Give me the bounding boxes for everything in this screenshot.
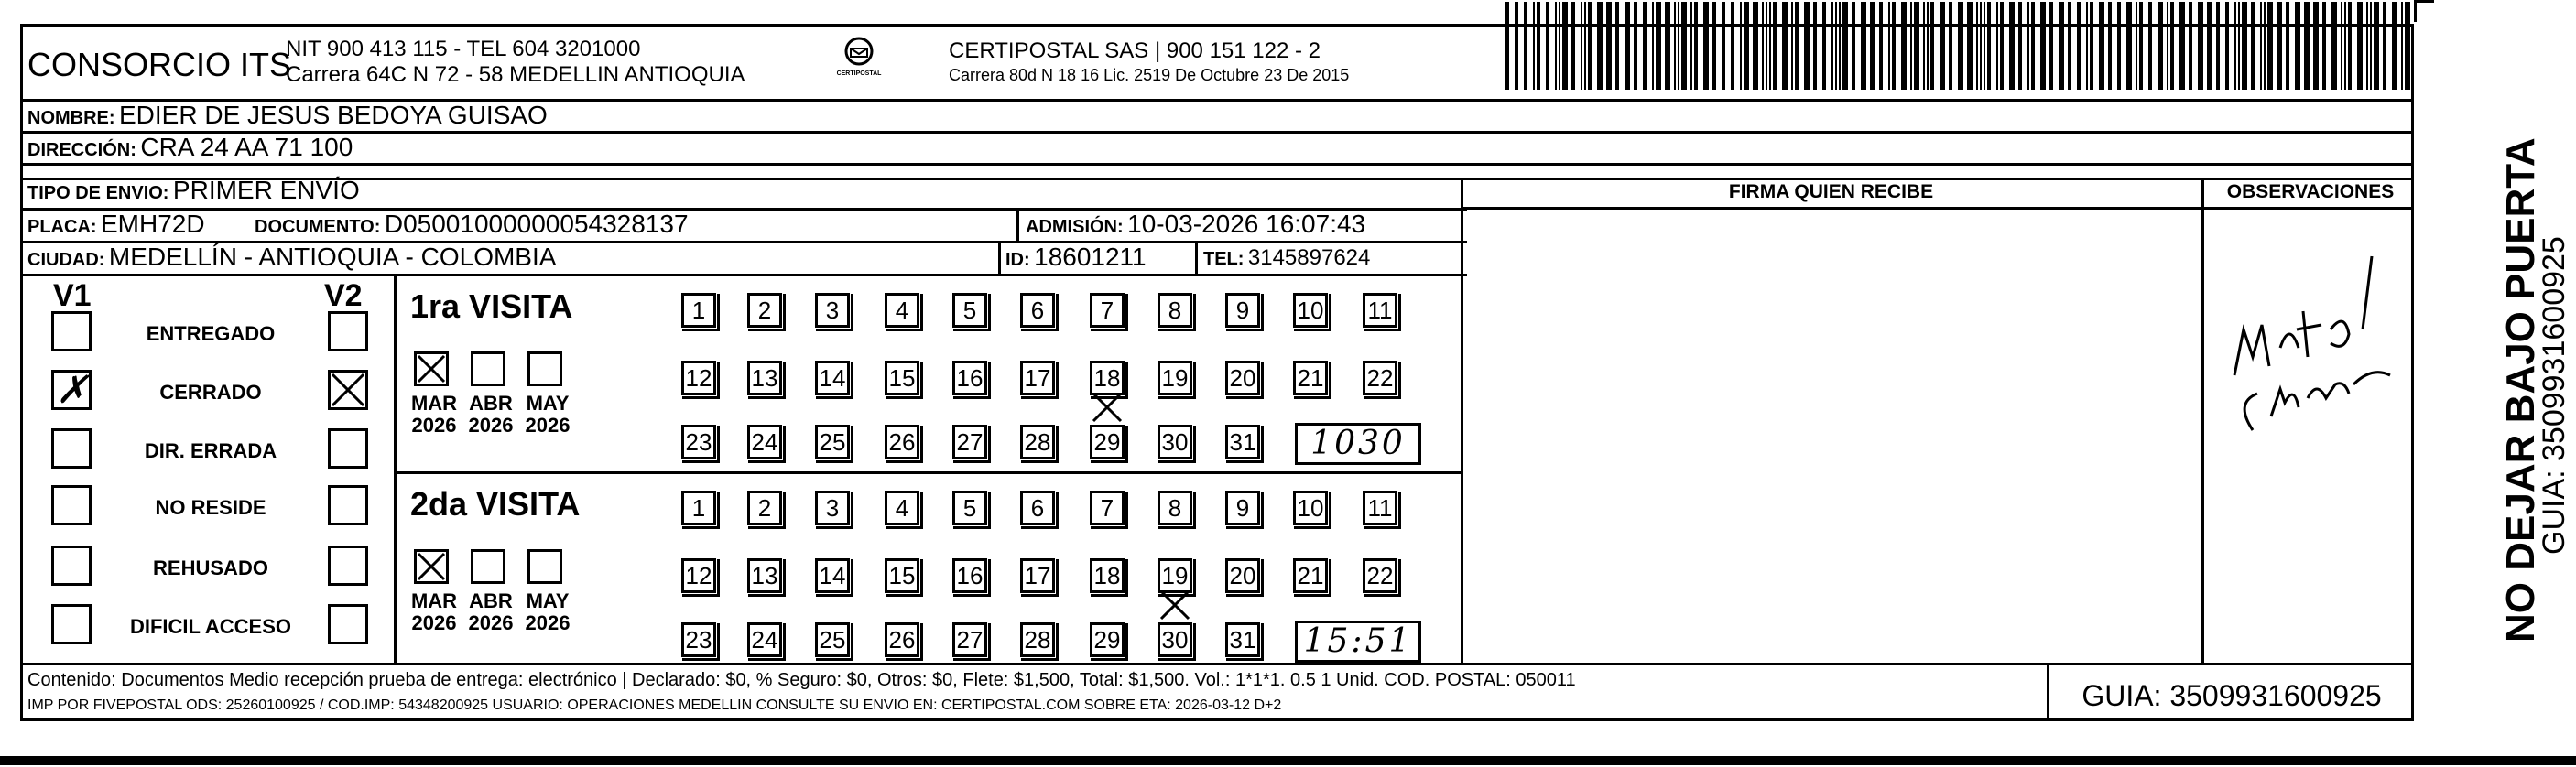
day-box[interactable]: [1020, 558, 1055, 593]
month-checkbox[interactable]: [527, 549, 562, 584]
tel-label: TEL:: [1203, 249, 1245, 269]
field-tel: [1203, 245, 1370, 271]
day-number: 16: [956, 562, 984, 589]
status-option-label: DIFICIL ACCESO: [129, 615, 291, 638]
day-number: 20: [1229, 364, 1256, 392]
day-number: 22: [1366, 562, 1394, 589]
year-label: 2026: [411, 414, 457, 437]
day-number: 9: [1235, 494, 1250, 522]
nombre-value: EDIER DE JESUS BEDOYA GUISAO: [119, 101, 548, 129]
ciudad-label: CIUDAD:: [27, 250, 105, 270]
day-number: 5: [962, 297, 977, 324]
day-box[interactable]: [885, 425, 919, 459]
day-number: 28: [1024, 626, 1051, 654]
col-divider: [2047, 663, 2049, 721]
month-check-mark: [417, 354, 446, 384]
day-box[interactable]: [1020, 361, 1055, 395]
day-number: 31: [1229, 428, 1256, 456]
day-number: 1: [691, 494, 706, 522]
status-option-label: ENTREGADO: [146, 322, 276, 345]
status-option-label: CERRADO: [159, 381, 262, 404]
day-number: 15: [888, 364, 916, 392]
day-number: 5: [962, 494, 977, 522]
day-box[interactable]: [1363, 558, 1397, 593]
day-number: 25: [819, 626, 846, 654]
day-box[interactable]: [1158, 491, 1192, 525]
day-box[interactable]: [952, 425, 987, 459]
day-box[interactable]: [1363, 361, 1397, 395]
day-number: 23: [685, 428, 712, 456]
day-box[interactable]: [815, 558, 850, 593]
placa-value: EMH72D: [101, 210, 205, 238]
day-box[interactable]: [1020, 622, 1055, 657]
day-box[interactable]: [952, 361, 987, 395]
col-divider: [998, 241, 1001, 274]
year-label: 2026: [468, 611, 514, 634]
month-label: ABR: [469, 392, 513, 415]
visit-time-handwritten: 1030: [1310, 425, 1406, 462]
year-label: 2026: [525, 611, 571, 634]
day-box[interactable]: [747, 361, 782, 395]
day-box[interactable]: [885, 491, 919, 525]
footer-guia: GUIA: 3509931600925: [2081, 679, 2382, 712]
year-label: 2026: [468, 414, 514, 437]
day-number: 12: [685, 562, 712, 589]
v1-header: V1: [53, 278, 92, 313]
day-box[interactable]: [1158, 558, 1192, 593]
nombre-label: NOMBRE:: [27, 108, 115, 128]
signature-area[interactable]: [1465, 212, 2200, 661]
day-box[interactable]: [815, 361, 850, 395]
day-box[interactable]: [885, 293, 919, 328]
month-check-mark: [417, 552, 446, 581]
day-box[interactable]: [1090, 293, 1125, 328]
day-box[interactable]: [952, 622, 987, 657]
day-box[interactable]: [1158, 622, 1192, 657]
day-box[interactable]: [1158, 361, 1192, 395]
firma-header: FIRMA QUIEN RECIBE: [1728, 181, 1934, 202]
day-number: 4: [895, 494, 909, 522]
footer-imp: IMP POR FIVEPOSTAL ODS: 25260100925 / COD.IMP: 54348200925 USUARIO: OPERACIONES MEDELLIN CONSULTE SU ENVIO EN: CERTIPOSTAL.COM SOBRE ETA: 2026-03-12 D+2: [27, 697, 1282, 713]
day-box[interactable]: [1293, 558, 1328, 593]
day-number: 27: [956, 428, 984, 456]
day-box[interactable]: [1225, 425, 1260, 459]
day-number: 29: [1093, 428, 1121, 456]
month-checkbox[interactable]: [471, 549, 505, 584]
day-number: 30: [1161, 428, 1189, 456]
admision-label: ADMISIÓN:: [1026, 217, 1124, 237]
day-box[interactable]: [747, 622, 782, 657]
day-box[interactable]: [952, 558, 987, 593]
day-box[interactable]: [1158, 425, 1192, 459]
visit-time-box[interactable]: [1295, 621, 1421, 663]
day-box[interactable]: [1293, 293, 1328, 328]
day-box[interactable]: [1090, 491, 1125, 525]
v2-checkbox[interactable]: [328, 370, 368, 410]
day-box[interactable]: [1090, 425, 1125, 459]
day-box[interactable]: [1225, 558, 1260, 593]
day-box[interactable]: [885, 361, 919, 395]
day-number: 30: [1161, 626, 1189, 654]
field-nombre: [27, 101, 548, 130]
ciudad-value: MEDELLÍN - ANTIOQUIA - COLOMBIA: [108, 243, 557, 271]
row-divider: [20, 274, 1467, 276]
day-box[interactable]: [1158, 293, 1192, 328]
day-number: 22: [1366, 364, 1394, 392]
v2-check-mark: [331, 373, 365, 407]
v2-checkbox[interactable]: [328, 428, 368, 469]
month-checkbox[interactable]: [414, 351, 449, 386]
day-number: 11: [1367, 494, 1393, 522]
day-number: 26: [888, 626, 916, 654]
status-option-label: DIR. ERRADA: [144, 439, 277, 462]
v1-check-mark: ✗: [56, 367, 89, 412]
day-number: 17: [1024, 364, 1051, 392]
month-label: MAR: [410, 392, 458, 415]
day-number: 6: [1030, 494, 1045, 522]
day-box[interactable]: [1225, 361, 1260, 395]
sender-address: Carrera 64C N 72 - 58 MEDELLIN ANTIOQUIA: [286, 62, 745, 87]
v2-checkbox[interactable]: [328, 546, 368, 586]
documento-label: DOCUMENTO:: [255, 217, 381, 237]
day-number: 24: [751, 428, 778, 456]
day-box[interactable]: [1020, 425, 1055, 459]
visit-title: 2da VISITA: [410, 485, 581, 523]
day-box[interactable]: [681, 622, 716, 657]
day-number: 20: [1229, 562, 1256, 589]
visit-time-box[interactable]: [1295, 423, 1421, 465]
footer-contenido: Contenido: Documentos Medio recepción prueba de entrega: electrónico | Declarado: $0, % Seguro: $0, Otros: $0, Flete: $1,500, Total: $1,500. Vol.: 1*1*1. 0.5 1 Unid. COD. POSTAL: 050011: [27, 670, 1576, 690]
v2-checkbox[interactable]: [328, 311, 368, 351]
day-box[interactable]: [681, 558, 716, 593]
day-number: 17: [1024, 562, 1051, 589]
day-box[interactable]: [1090, 622, 1125, 657]
month-label: MAY: [526, 392, 570, 415]
day-box[interactable]: [747, 491, 782, 525]
day-box[interactable]: [681, 425, 716, 459]
year-label: 2026: [411, 611, 457, 634]
admision-value: 10-03-2026 16:07:43: [1127, 210, 1366, 238]
day-box[interactable]: [1293, 361, 1328, 395]
day-number: 8: [1168, 297, 1182, 324]
day-number: 14: [819, 562, 846, 589]
sender-name: CONSORCIO ITS: [27, 46, 292, 83]
day-number: 11: [1367, 297, 1393, 324]
visit-divider: [394, 471, 1461, 474]
day-number: 26: [888, 428, 916, 456]
day-box[interactable]: [815, 491, 850, 525]
month-checkbox[interactable]: [471, 351, 505, 386]
day-box[interactable]: [681, 293, 716, 328]
side-guia: GUIA: 3509931600925: [2537, 236, 2571, 555]
observaciones-header: OBSERVACIONES: [2226, 181, 2395, 202]
day-box[interactable]: [815, 622, 850, 657]
tipo-envio-label: TIPO DE ENVIO:: [27, 183, 169, 203]
visit-title: 1ra VISITA: [410, 287, 573, 325]
tipo-envio-value: PRIMER ENVÍO: [172, 176, 360, 204]
day-box[interactable]: [747, 558, 782, 593]
v1-checkbox[interactable]: [51, 311, 92, 351]
header-box: [20, 24, 2414, 102]
documento-value: D05001000000054328137: [384, 210, 689, 238]
tel-value: 3145897624: [1247, 245, 1371, 270]
day-box[interactable]: [1020, 491, 1055, 525]
day-number: 14: [819, 364, 846, 392]
month-label: MAY: [526, 589, 570, 612]
v2-checkbox[interactable]: [328, 485, 368, 525]
day-box[interactable]: [1363, 293, 1397, 328]
day-number: 3: [825, 494, 840, 522]
visit-time-handwritten: 15:51: [1303, 622, 1413, 660]
day-box[interactable]: [815, 425, 850, 459]
day-number: 21: [1297, 562, 1324, 589]
day-number: 7: [1100, 297, 1114, 324]
v1-checkbox[interactable]: [51, 485, 92, 525]
status-option-label: NO RESIDE: [155, 496, 266, 519]
v1-checkbox[interactable]: [51, 546, 92, 586]
col-divider: [1195, 241, 1198, 274]
day-box[interactable]: [952, 491, 987, 525]
day-number: 7: [1100, 494, 1114, 522]
carrier-address: Carrera 80d N 18 16 Lic. 2519 De Octubre 23 De 2015: [949, 66, 1350, 84]
day-number: 6: [1030, 297, 1045, 324]
day-number: 15: [888, 562, 916, 589]
v1-checkbox[interactable]: [51, 428, 92, 469]
col-divider: [1016, 208, 1019, 241]
day-number: 13: [751, 364, 778, 392]
day-number: 16: [956, 364, 984, 392]
day-box[interactable]: [885, 558, 919, 593]
field-ciudad: [27, 243, 556, 272]
status-option-label: REHUSADO: [153, 556, 268, 579]
day-number: 2: [757, 297, 772, 324]
day-box[interactable]: [815, 293, 850, 328]
carrier-logo-caption: CERTIPOSTAL: [836, 70, 882, 77]
day-box[interactable]: [1363, 491, 1397, 525]
day-box[interactable]: [747, 293, 782, 328]
day-box[interactable]: [1225, 293, 1260, 328]
day-box[interactable]: [681, 361, 716, 395]
row-divider: [20, 178, 2414, 180]
col-divider: [1461, 178, 1463, 663]
id-label: ID:: [1005, 250, 1030, 270]
day-box[interactable]: [952, 293, 987, 328]
day-box[interactable]: [747, 425, 782, 459]
month-checkbox[interactable]: [527, 351, 562, 386]
day-box[interactable]: [681, 491, 716, 525]
side-instruction: NO DEJAR BAJO PUERTA: [2498, 137, 2543, 643]
day-box[interactable]: [1225, 622, 1260, 657]
day-number: 2: [757, 494, 772, 522]
field-id: [1005, 243, 1147, 272]
field-placa: [27, 210, 205, 239]
month-checkbox[interactable]: [414, 549, 449, 584]
direccion-label: DIRECCIÓN:: [27, 140, 136, 160]
day-number: 3: [825, 297, 840, 324]
day-number: 28: [1024, 428, 1051, 456]
day-number: 29: [1093, 626, 1121, 654]
v2-checkbox[interactable]: [328, 604, 368, 644]
row-divider: [20, 163, 2414, 166]
v1-checkbox[interactable]: [51, 367, 92, 412]
v1-checkbox[interactable]: [51, 604, 92, 644]
day-number: 18: [1093, 364, 1121, 392]
day-number: 1: [691, 297, 706, 324]
sender-nit-tel: NIT 900 413 115 - TEL 604 3201000: [286, 37, 641, 61]
day-number: 21: [1297, 364, 1324, 392]
day-number: 8: [1168, 494, 1182, 522]
day-number: 12: [685, 364, 712, 392]
day-box[interactable]: [1090, 361, 1125, 395]
crop-mark: [2414, 0, 2434, 3]
day-box[interactable]: [1225, 491, 1260, 525]
signature-header-divider: [1461, 207, 2414, 210]
day-number: 24: [751, 626, 778, 654]
page-bottom-rule: [0, 756, 2576, 765]
carrier-name-nit: CERTIPOSTAL SAS | 900 151 122 - 2: [949, 38, 1321, 63]
crop-mark: [2414, 0, 2417, 22]
day-box[interactable]: [1090, 558, 1125, 593]
observaciones-handwriting: [2216, 220, 2399, 448]
day-box[interactable]: [1020, 293, 1055, 328]
field-direccion: [27, 133, 353, 162]
year-label: 2026: [525, 414, 571, 437]
day-number: 10: [1297, 494, 1324, 522]
day-box[interactable]: [885, 622, 919, 657]
direccion-value: CRA 24 AA 71 100: [140, 133, 353, 161]
day-box[interactable]: [1293, 491, 1328, 525]
day-number: 19: [1161, 364, 1189, 392]
day-number: 23: [685, 626, 712, 654]
month-label: MAR: [410, 589, 458, 612]
field-documento: [255, 210, 689, 239]
day-number: 10: [1297, 297, 1324, 324]
row-divider: [20, 663, 2414, 665]
day-number: 9: [1235, 297, 1250, 324]
day-number: 27: [956, 626, 984, 654]
field-admision: [1026, 210, 1365, 239]
day-number: 25: [819, 428, 846, 456]
day-number: 18: [1093, 562, 1121, 589]
id-value: 18601211: [1034, 243, 1147, 271]
v2-header: V2: [324, 278, 363, 313]
field-tipo-envio: [27, 176, 360, 205]
day-number: 13: [751, 562, 778, 589]
day-number: 31: [1229, 626, 1256, 654]
month-label: ABR: [469, 589, 513, 612]
day-number: 19: [1161, 562, 1189, 589]
row-divider: [20, 131, 2414, 134]
col-divider: [394, 274, 397, 663]
placa-label: PLACA:: [27, 217, 97, 237]
day-number: 4: [895, 297, 909, 324]
col-divider: [2201, 178, 2204, 663]
